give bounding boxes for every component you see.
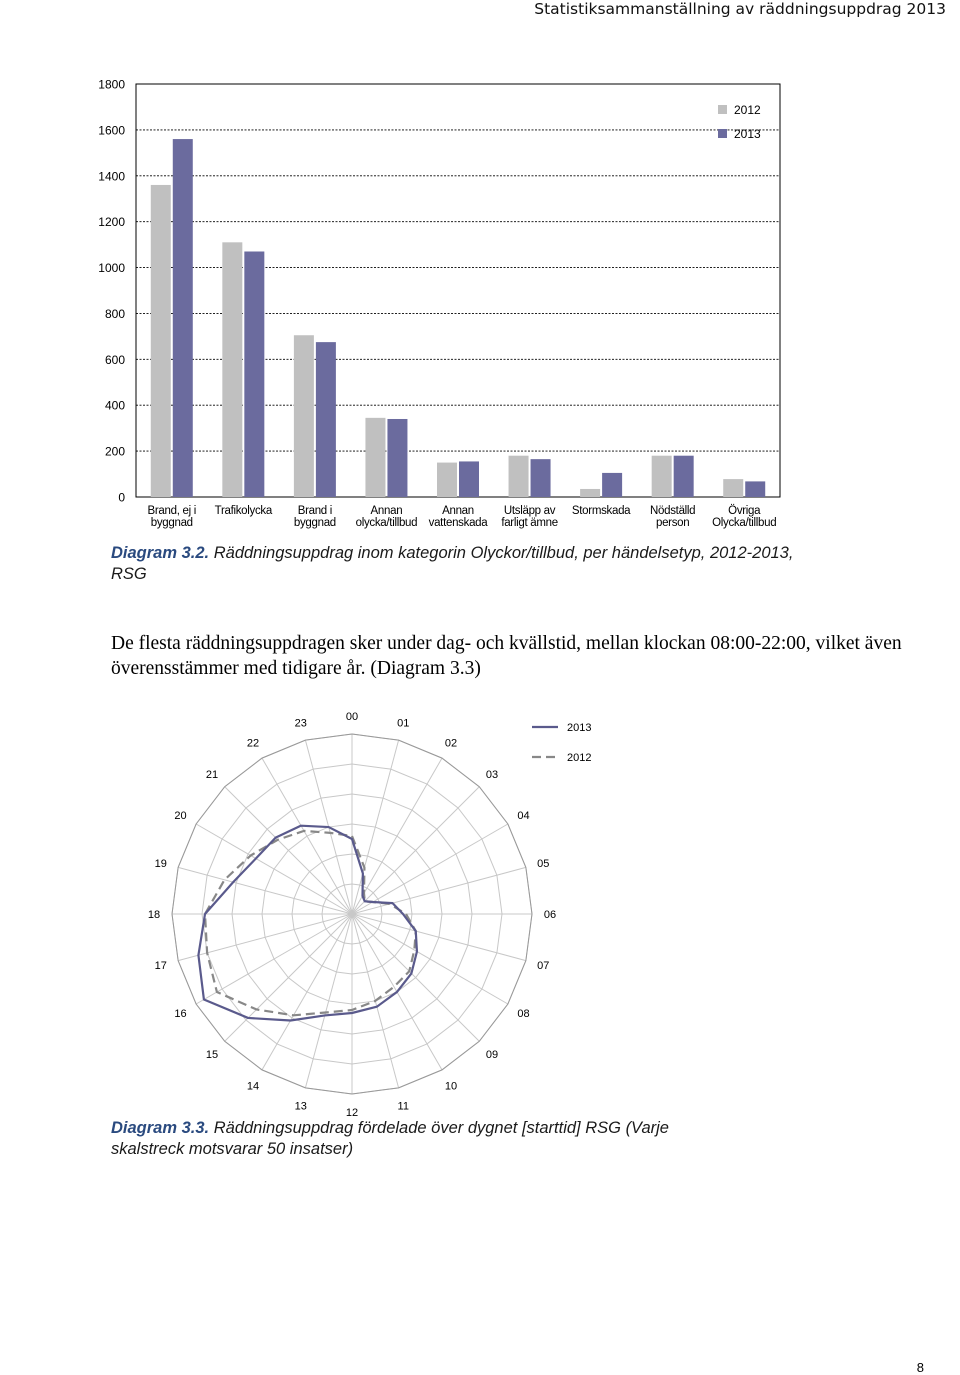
radar-spoke [352, 740, 399, 914]
radar-spoke [352, 824, 508, 914]
radar-hour-label: 03 [485, 768, 499, 781]
radar-spoke [305, 914, 352, 1088]
radar-legend-label-2012: 2012 [567, 752, 592, 764]
caption-label: Diagram 3.2. [111, 544, 210, 562]
x-category-label: Brand, ej i byggnad [147, 505, 197, 529]
radar-hour-label: 14 [246, 1080, 260, 1093]
caption-label: Diagram 3.3. [111, 1119, 210, 1137]
radar-hour-label: 04 [517, 810, 530, 822]
y-tick-label: 200 [104, 444, 125, 459]
x-category-label: Annan olycka/tillbud [355, 505, 418, 529]
radar-hour-label: 10 [444, 1080, 458, 1093]
legend-label-2013: 2013 [734, 127, 761, 141]
radar-hour-label: 18 [147, 909, 161, 921]
radar-spoke [196, 824, 352, 914]
radar-hour-label: 02 [444, 737, 458, 750]
y-tick-label: 400 [104, 398, 125, 413]
radar-hour-label: 16 [174, 1008, 187, 1020]
radar-hour-label: 13 [294, 1100, 307, 1113]
radar-spoke [352, 914, 508, 1004]
y-tick-label: 800 [104, 306, 125, 321]
y-tick-label: 0 [118, 490, 125, 505]
y-tick-label: 1000 [98, 261, 125, 276]
radar-spoke [225, 787, 352, 914]
radar-hour-label: 20 [174, 810, 187, 822]
caption-text: Räddningsuppdrag fördelade över dygnet [starttid] RSG (Varje skalstreck motsvarar 50 insatser) [111, 1119, 669, 1158]
radar-spoke [262, 758, 352, 914]
radar-spoke [225, 914, 352, 1041]
radar-hour-label: 08 [517, 1008, 530, 1020]
radar-spoke [352, 867, 526, 914]
radar-hour-label: 07 [537, 960, 550, 973]
radar-hour-label: 15 [205, 1049, 219, 1062]
legend-label-2012: 2012 [734, 103, 761, 117]
x-category-label: Stormskada [571, 505, 631, 517]
x-category-label: Trafikolycka [214, 505, 272, 517]
radar-hour-label: 09 [485, 1049, 499, 1062]
y-tick-label: 1400 [98, 169, 125, 184]
radar-spoke [196, 914, 352, 1004]
x-category-label: Övriga Olycka/tillbud [712, 505, 777, 529]
radar-hour-label: 05 [537, 857, 550, 870]
radar-hour-label: 17 [154, 960, 167, 973]
radar-hour-label: 00 [345, 711, 359, 723]
radar-legend-label-2013: 2013 [567, 722, 592, 734]
radar-hour-label: 01 [397, 717, 410, 730]
page-header: Statistiksammanställning av räddningsuppdrag 2013 [534, 0, 946, 18]
radar-hour-label: 22 [246, 737, 260, 750]
caption-text: Räddningsuppdrag inom kategorin Olyckor/tillbud, per händelsetyp, 2012-2013, RSG [111, 544, 794, 583]
radar-hour-label: 11 [397, 1100, 409, 1113]
radar-hour-label: 19 [154, 857, 167, 870]
page-number: 8 [916, 1360, 924, 1375]
x-category-label: Annan vattenskada [428, 505, 488, 529]
y-tick-label: 1600 [98, 123, 125, 138]
figure-caption-3-3 [111, 1118, 731, 1160]
radar-spoke [178, 867, 352, 914]
radar-hour-label: 06 [543, 909, 557, 921]
radar-spoke [352, 758, 442, 914]
x-category-label: Utsläpp av farligt ämne [501, 505, 558, 529]
body-paragraph: De flesta räddningsuppdragen sker under dag- och kvällstid, mellan klockan 08:00-22:00, vilket även överensstämmer med tidigare år. (Diagram 3.3) [111, 633, 902, 679]
radar-hour-label: 12 [345, 1107, 359, 1119]
x-category-label: Nödställd person [650, 505, 696, 529]
y-tick-label: 1800 [98, 77, 125, 92]
radar-hour-label: 23 [294, 717, 307, 730]
radar-spoke [262, 914, 352, 1070]
y-tick-label: 600 [104, 352, 125, 367]
x-category-label: Brand i byggnad [293, 505, 336, 529]
radar-hour-label: 21 [205, 768, 219, 781]
radar-spoke [352, 914, 526, 961]
y-tick-label: 1200 [98, 215, 125, 230]
radar-spoke [352, 787, 479, 914]
